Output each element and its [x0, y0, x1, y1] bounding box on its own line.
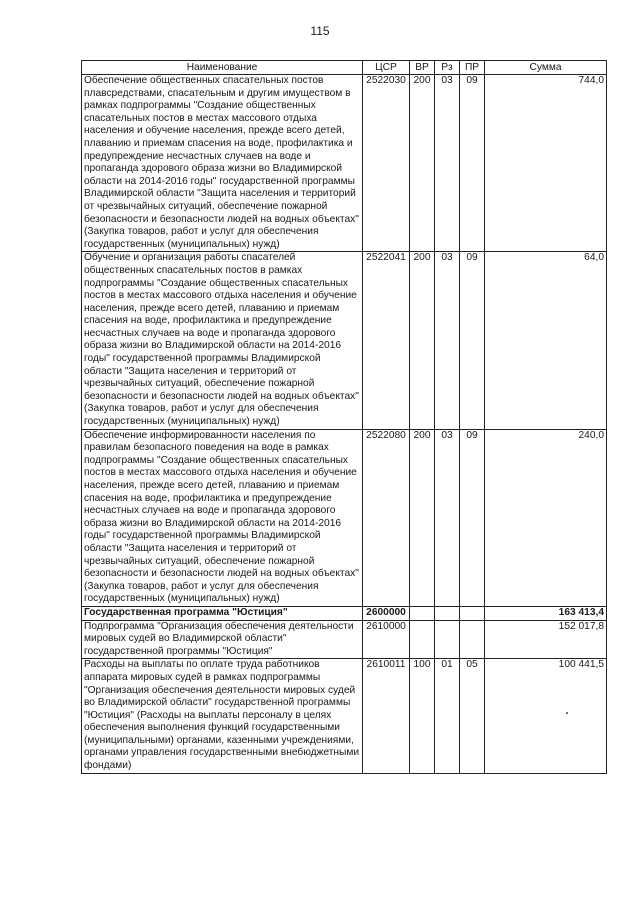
table-row — [82, 659, 607, 773]
row-pr — [460, 620, 485, 659]
page-number: 115 — [310, 24, 330, 38]
row-name: Обеспечение общественных спасательных постов плавсредствами, спасательным и другим имуществом в рамках подпрограммы "Создание общественных спасательных постов в местах массового отдыха населения и обучение населения, прежде всего детей, плаванию и приемам спасения на воде, профилактика и предупреждение несчастных случаев на воде и пропаганда здорового образа жизни во Владимирской области на 2014-2016 годы" государственной программы Владимирской области "Защита населения и территорий от чрезвычайных ситуаций, обеспечение пожарной безопасности и безопасности людей на водных объектах" (Закупка товаров, работ и услуг для обеспечения государственных (муниципальных) нужд) — [82, 75, 363, 252]
row-sum: 240,0 — [485, 429, 607, 606]
row-name: Обеспечение информированности населения по правилам безопасного поведения на воде в рамках подпрограммы "Создание общественных спасательных постов в местах массового отдыха населения и обучение населения, прежде всего детей, плаванию и приемам спасения на воде, профилактика и предупреждение несчастных случаев на воде и пропаганда здорового образа жизни во Владимирской области на 2014-2016 годы" государственной программы Владимирской области "Защита населения и территорий от чрезвычайных ситуаций, обеспечение пожарной безопасности и безопасности людей на водных объектах" (Закупка товаров, работ и услуг для обеспечения государственных (муниципальных) нужд) — [82, 429, 363, 606]
row-vr — [410, 606, 435, 620]
row-rz: 01 — [435, 659, 460, 773]
header-csr: ЦСР — [363, 61, 410, 75]
header-rz: Рз — [435, 61, 460, 75]
row-pr: 05 — [460, 659, 485, 773]
row-csr: 2610000 — [363, 620, 410, 659]
row-rz: 03 — [435, 75, 460, 252]
scan-mark — [566, 712, 568, 714]
header-vr: ВР — [410, 61, 435, 75]
table-row — [82, 620, 607, 659]
row-pr — [460, 606, 485, 620]
row-pr: 09 — [460, 252, 485, 429]
row-vr — [410, 620, 435, 659]
table-row — [82, 252, 607, 429]
row-csr: 2522030 — [363, 75, 410, 252]
row-sum: 100 441,5 — [485, 659, 607, 773]
row-csr: 2522080 — [363, 429, 410, 606]
row-csr: 2522041 — [363, 252, 410, 429]
row-pr: 09 — [460, 429, 485, 606]
row-sum: 64,0 — [485, 252, 607, 429]
header-name: Наименование — [82, 61, 363, 75]
row-name: Расходы на выплаты по оплате труда работников аппарата мировых судей в рамках подпрограммы "Организация обеспечения деятельности мировых судей во Владимирской области" государственной программы "Юстиция" (Расходы на выплаты персоналу в целях обеспечения выполнения функций государственными (муниципальными) органами, казенными учреждениями, органами управления государственными внебюджетными фондами) — [82, 659, 363, 773]
row-vr: 200 — [410, 252, 435, 429]
table-header-row — [82, 61, 607, 75]
row-pr: 09 — [460, 75, 485, 252]
row-vr: 100 — [410, 659, 435, 773]
table-row — [82, 429, 607, 606]
row-rz — [435, 620, 460, 659]
header-sum: Сумма — [485, 61, 607, 75]
row-vr: 200 — [410, 429, 435, 606]
row-name: Подпрограмма "Организация обеспечения деятельности мировых судей во Владимирской области" государственной программы "Юстиция" — [82, 620, 363, 659]
row-rz: 03 — [435, 429, 460, 606]
row-rz — [435, 606, 460, 620]
budget-table — [81, 60, 607, 774]
row-sum: 163 413,4 — [485, 606, 607, 620]
row-csr: 2600000 — [363, 606, 410, 620]
row-rz: 03 — [435, 252, 460, 429]
table-row — [82, 606, 607, 620]
row-vr: 200 — [410, 75, 435, 252]
row-csr: 2610011 — [363, 659, 410, 773]
row-sum: 152 017,8 — [485, 620, 607, 659]
row-name: Обучение и организация работы спасателей общественных спасательных постов в рамках подпрограммы "Создание общественных спасательных постов в местах массового отдыха населения и обучение населения, прежде всего детей, плаванию и приемам спасения на воде, профилактика и предупреждение несчастных случаев на воде и пропаганда здорового образа жизни во Владимирской области на 2014-2016 годы" государственной программы Владимирской области "Защита населения и территорий от чрезвычайных ситуаций, обеспечение пожарной безопасности и безопасности людей на водных объектах" (Закупка товаров, работ и услуг для обеспечения государственных (муниципальных) нужд) — [82, 252, 363, 429]
header-pr: ПР — [460, 61, 485, 75]
row-sum: 744,0 — [485, 75, 607, 252]
row-name: Государственная программа "Юстиция" — [82, 606, 363, 620]
table-row — [82, 75, 607, 252]
